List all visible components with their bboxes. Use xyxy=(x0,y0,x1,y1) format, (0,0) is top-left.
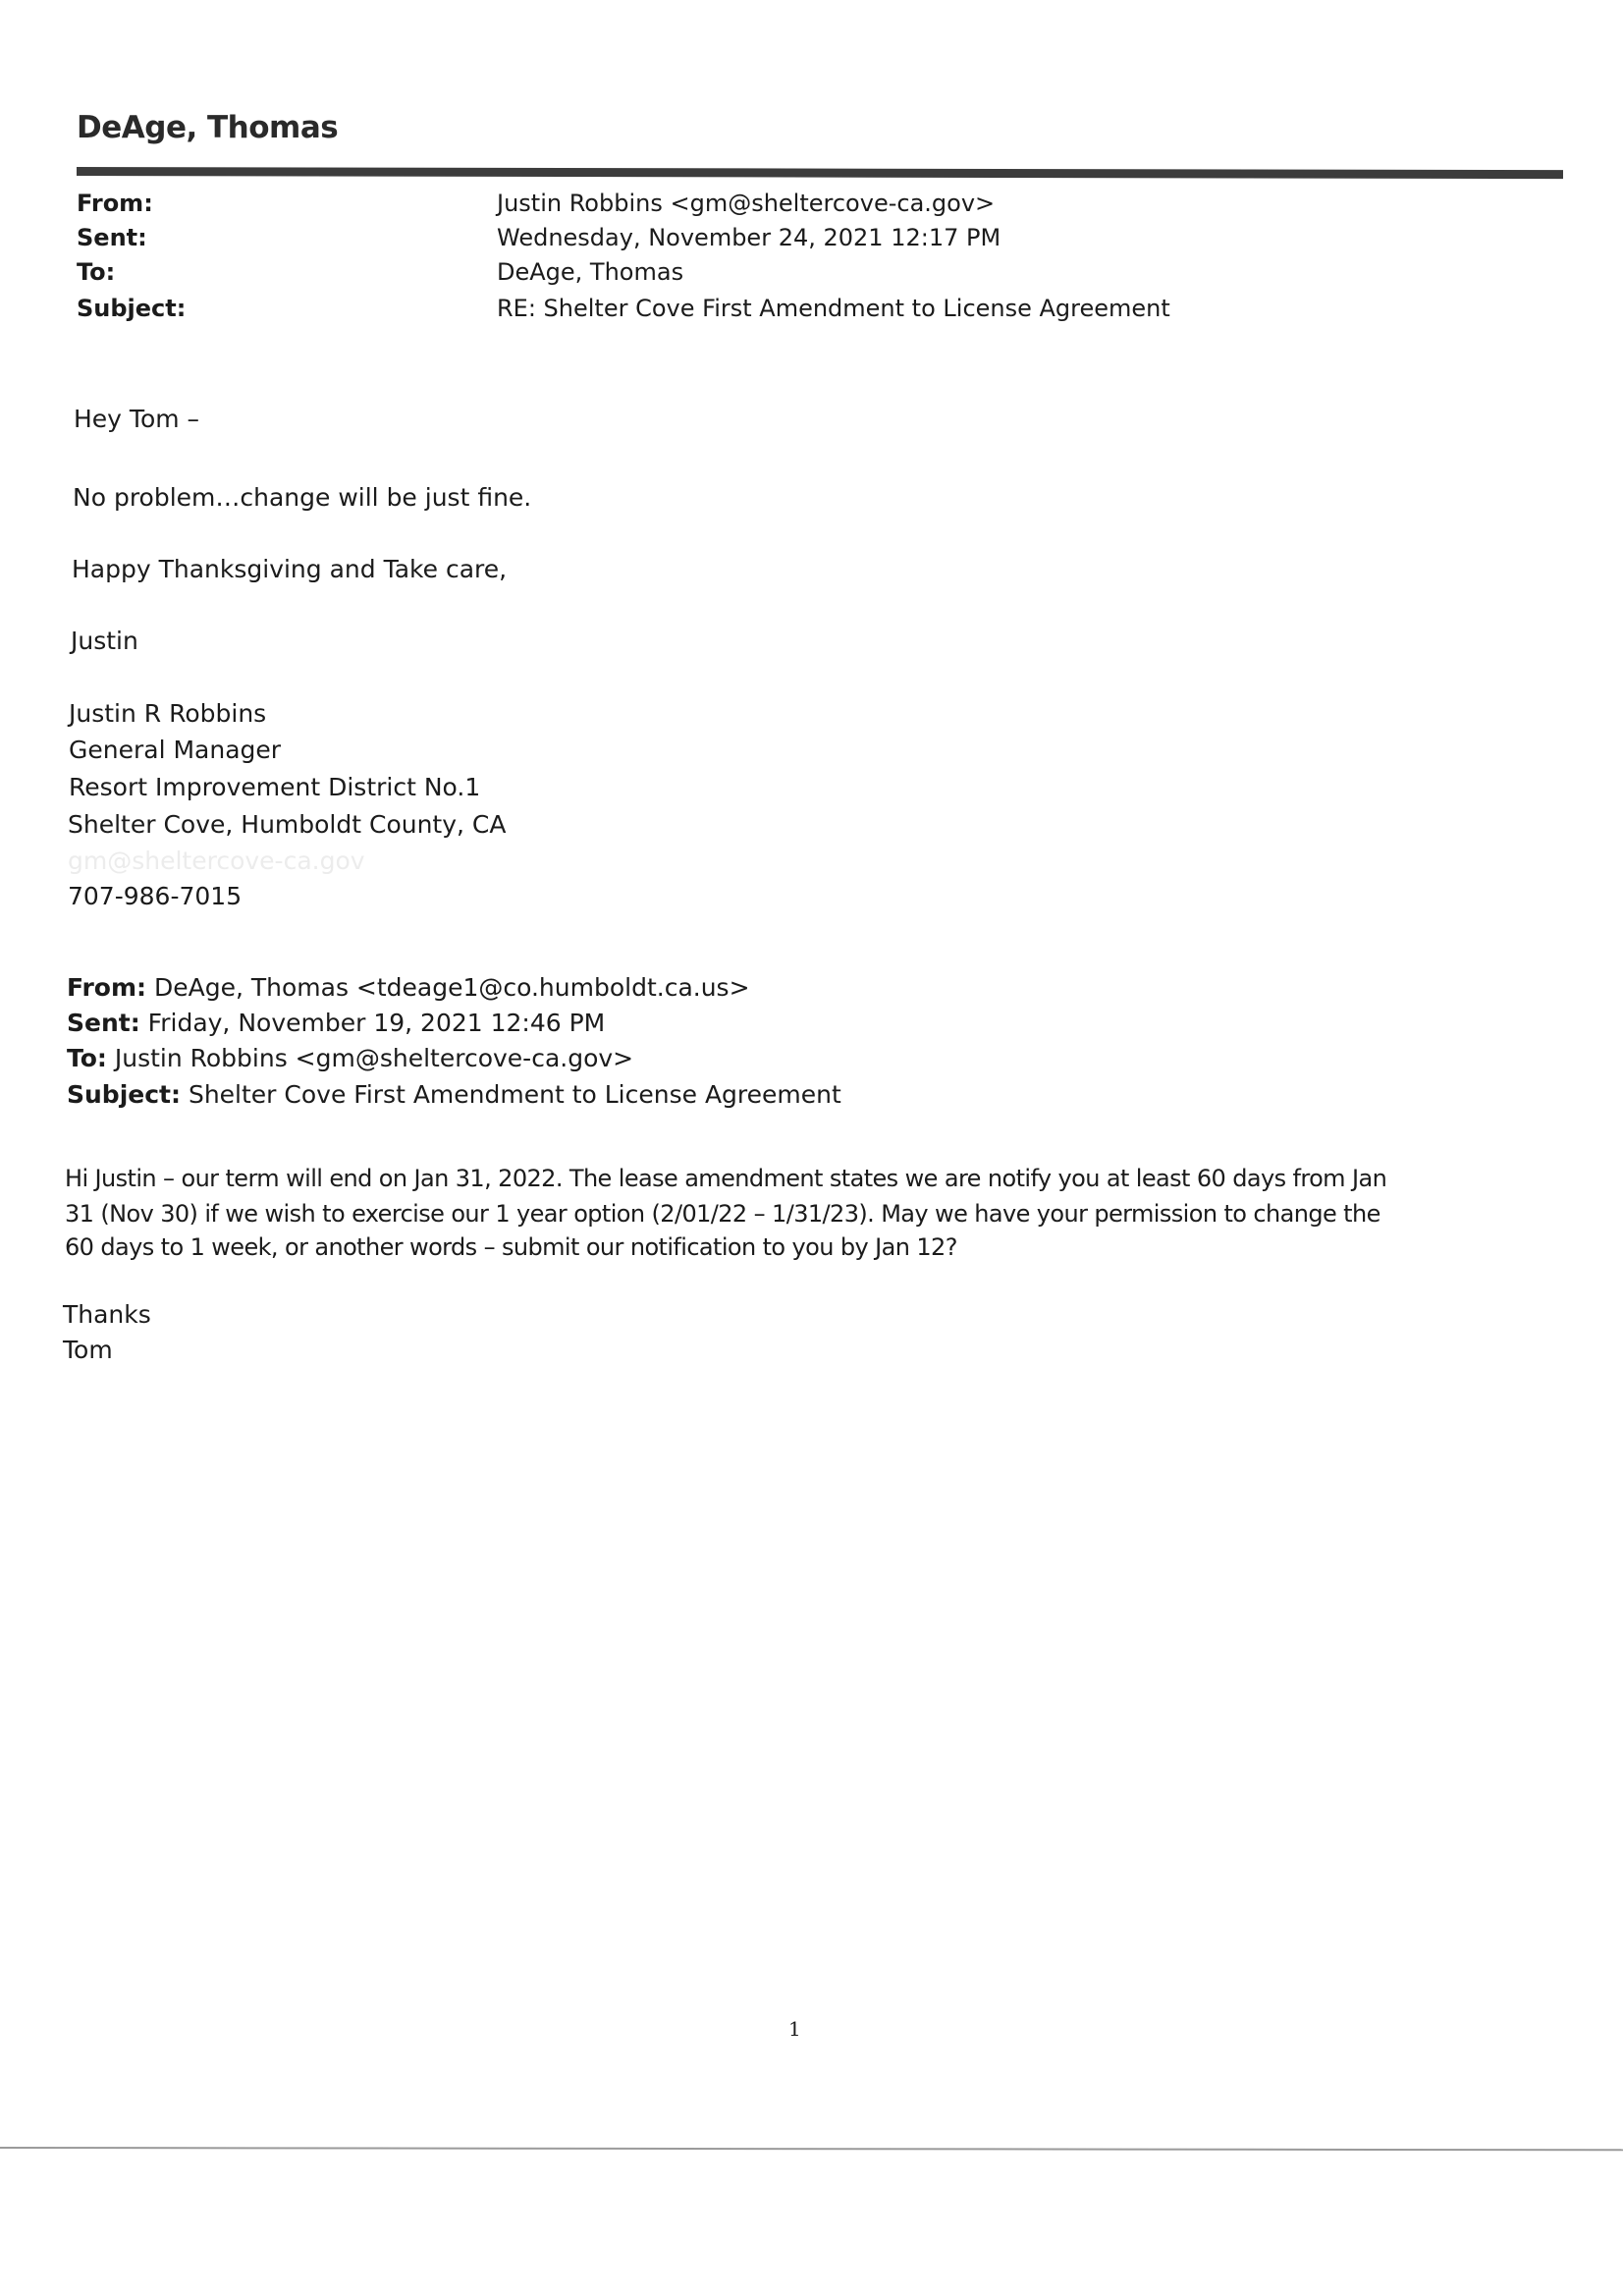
signature-phone: 707-986-7015 xyxy=(68,882,243,910)
orig-subject-label: Subject: xyxy=(67,1080,181,1109)
orig-subject-value: Shelter Cove First Amendment to License Agreement xyxy=(181,1080,841,1109)
orig-signoff: Tom xyxy=(63,1336,113,1364)
orig-body-line: Hi Justin – our term will end on Jan 31, 2022. The lease amendment states we are notify you at least 60 days from Jan xyxy=(65,1165,1387,1192)
orig-from-row xyxy=(67,970,750,1006)
orig-body-line: 60 days to 1 week, or another words – submit our notification to you by Jan 12? xyxy=(65,1233,957,1261)
sent-value: Wednesday, November 24, 2021 12:17 PM xyxy=(497,224,1001,251)
from-value: Justin Robbins <gm@sheltercove-ca.gov> xyxy=(497,190,996,217)
subject-value: RE: Shelter Cove First Amendment to License Agreement xyxy=(497,295,1170,322)
orig-to-row xyxy=(67,1041,633,1076)
body-line: Happy Thanksgiving and Take care, xyxy=(72,555,508,583)
signoff: Justin xyxy=(71,627,138,655)
orig-subject-row xyxy=(67,1077,841,1113)
orig-sent-row xyxy=(67,1006,605,1041)
signature-title: General Manager xyxy=(69,736,282,764)
from-label: From: xyxy=(77,190,153,217)
orig-sent-label: Sent: xyxy=(67,1009,140,1037)
mailbox-owner-name: DeAge, Thomas xyxy=(77,110,339,145)
orig-thanks: Thanks xyxy=(63,1300,151,1329)
orig-sent-value: Friday, November 19, 2021 12:46 PM xyxy=(139,1009,606,1037)
signature-email-link[interactable]: gm@sheltercove-ca.gov xyxy=(68,847,365,875)
signature-location: Shelter Cove, Humboldt County, CA xyxy=(68,810,507,839)
sent-label: Sent: xyxy=(77,224,147,251)
subject-label: Subject: xyxy=(77,295,187,322)
body-line: No problem…change will be just fine. xyxy=(73,483,532,512)
footer-rule xyxy=(0,2147,1623,2151)
orig-to-label: To: xyxy=(67,1044,107,1072)
orig-to-value: Justin Robbins <gm@sheltercove-ca.gov> xyxy=(106,1044,634,1072)
signature-name: Justin R Robbins xyxy=(69,699,267,728)
signature-org: Resort Improvement District No.1 xyxy=(69,773,481,801)
header-rule xyxy=(77,167,1563,179)
greeting: Hey Tom – xyxy=(74,405,200,433)
to-label: To: xyxy=(77,258,116,286)
to-value: DeAge, Thomas xyxy=(497,258,684,286)
orig-from-value: DeAge, Thomas <tdeage1@co.humboldt.ca.us> xyxy=(146,973,750,1002)
page-number: 1 xyxy=(788,2017,801,2041)
orig-from-label: From: xyxy=(67,973,147,1002)
orig-body-line: 31 (Nov 30) if we wish to exercise our 1 year option (2/01/22 – 1/31/23). May we have your permission to change the xyxy=(65,1200,1380,1228)
